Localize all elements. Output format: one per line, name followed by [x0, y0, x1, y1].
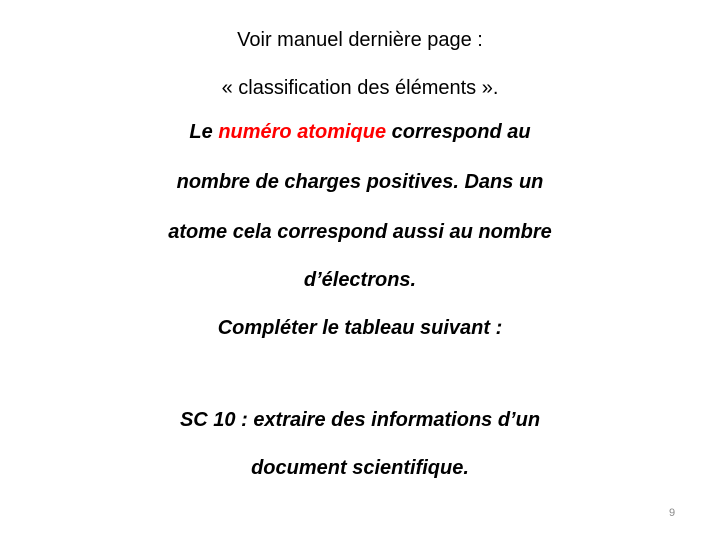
skill-line-2: document scientifique.: [251, 457, 469, 479]
page-number: 9: [668, 507, 676, 519]
definition-line-4: d’électrons.: [303, 269, 417, 291]
definition-suffix: correspond au: [386, 121, 531, 143]
highlighted-term: numéro atomique: [218, 121, 387, 143]
definition-line-3: atome cela correspond aussi au nombre: [168, 221, 552, 243]
intro-line-2: « classification des éléments ».: [221, 77, 499, 99]
definition-line-2: nombre de charges positives. Dans un: [176, 171, 544, 193]
definition-prefix: Le: [189, 121, 219, 143]
skill-line-1: SC 10 : extraire des informations d’un: [179, 409, 541, 431]
instruction-line: Compléter le tableau suivant :: [217, 317, 503, 339]
definition-line-1: [0, 112, 720, 152]
intro-line-1: Voir manuel dernière page :: [237, 29, 483, 51]
